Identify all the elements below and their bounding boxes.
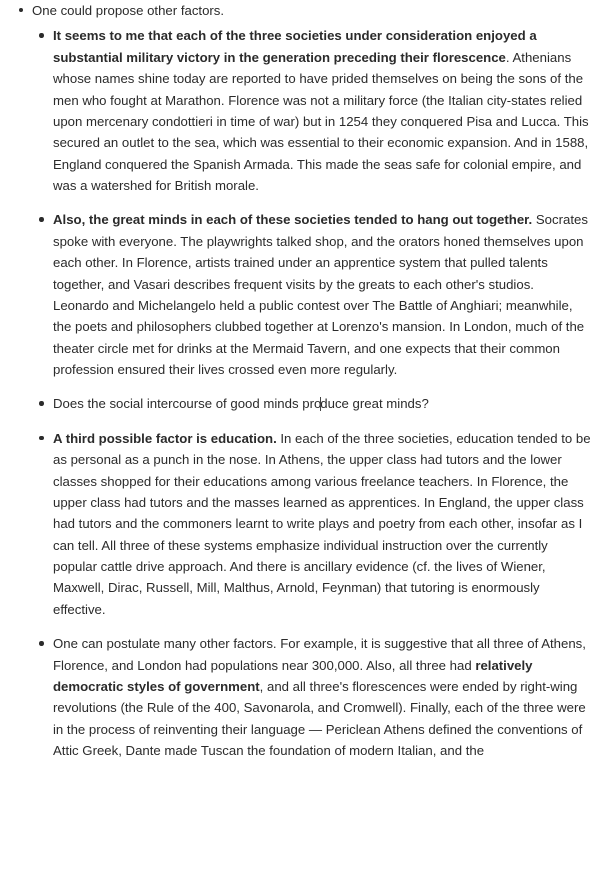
- list-item: [32, 25, 591, 196]
- paragraph: [53, 25, 591, 196]
- paragraph: [53, 428, 591, 620]
- paragraph-text: One could propose other factors.: [32, 3, 225, 18]
- paragraph-text: One can postulate many other factors. For example, it is suggestive that all three of Athens, Florence, and London had populations near 300,000. Also, all three had: [53, 636, 586, 673]
- outline-list-level-1: [12, 0, 591, 761]
- paragraph-text: In each of the three societies, education tended to be as personal as a punch in the nose. In Athens, the upper class had tutors and the lower classes shopped for their educations among various freelance teachers. In Florence, the upper class had tutors and the masses learned as apprentices. In England, the upper class had tutors and the commoners learnt to write plays and poetry from each other, insofar as I can tell. All three of these systems emphasize individual instruction over the currently popular cattle drive approach. And there is ancillary evidence (cf. the lives of Wiener, Maxwell, Dirac, Russell, Mill, Malthus, Arnold, Feynman) that tutoring is enormously effective.: [53, 430, 591, 617]
- paragraph: [53, 633, 591, 761]
- paragraph-lead: A third possible factor is education.: [53, 430, 277, 446]
- paragraph-emphasis: relatively democratic styles of government: [53, 657, 533, 694]
- paragraph-text-after-caret: duce great minds?: [320, 396, 429, 412]
- paragraph-text: . Athenians whose names shine today are reported to have prided themselves on being the sons of the men who fought at Marathon. Florence was not a military force (the Italian city-states relied upon mercenary condottieri in time of war) but in 1254 they conquered Pisa and Lucca. This secured an outlet to the sea, which was essential to their economic expansion. And in 1588, England conquered the Spanish Armada. This made the seas safe for colonial empire, and was a watershed for British morale.: [53, 49, 589, 193]
- paragraph-text-before-caret: Does the social intercourse of good minds pro: [53, 396, 322, 412]
- list-item: [32, 393, 591, 414]
- paragraph: [53, 209, 591, 380]
- list-item: [32, 428, 591, 620]
- paragraph-lead: Also, the great minds in each of these societies tended to hang out together.: [53, 212, 533, 228]
- paragraph-lead: It seems to me that each of the three societies under consideration enjoyed a substantial military victory in the generation preceding their florescence: [53, 28, 537, 65]
- list-item: [32, 209, 591, 380]
- paragraph-text: Socrates spoke with everyone. The playwrights talked shop, and the orators honed themselves upon each other. In Florence, artists trained under an apprentice system that pulled talents together, and Vasari describes frequent visits by the greats to each other's studios. Leonardo and Michelangelo held a public contest over The Battle of Anghiari; meanwhile, the poets and philosophers clubbed together at Lorenzo's mansion. In London, much of the theater circle met for drinks at the Mermaid Tavern, and one expects that their common profession ensured their lives crossed even more regularly.: [53, 212, 588, 377]
- outline-list-level-2: [32, 25, 591, 761]
- list-item: [32, 633, 591, 761]
- list-item: [12, 0, 591, 761]
- paragraph-text-continued: , and all three's florescences were ended by right-wing revolutions (the Rule of the 400, Savonarola, and Cromwell). Finally, each of the three were in the process of reinventing their language — Periclean Athens defined the conventions of Attic Greek, Dante made Tuscan the foundation of modern Italian, and the: [53, 678, 586, 758]
- paragraph: [53, 393, 591, 414]
